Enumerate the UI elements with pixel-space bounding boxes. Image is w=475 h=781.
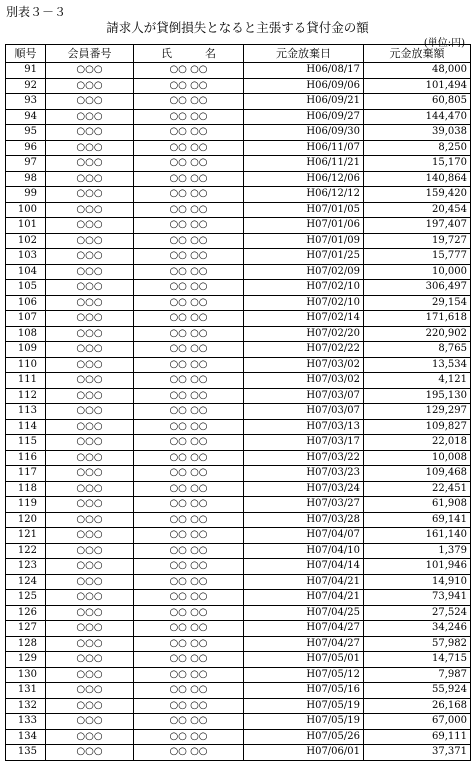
waiver-amount: 101,946 <box>364 559 471 575</box>
waiver-amount: 19,727 <box>364 233 471 249</box>
member-id: ○○○ <box>46 590 134 606</box>
member-id: ○○○ <box>46 574 134 590</box>
waiver-date: H06/09/06 <box>244 78 364 94</box>
member-name: ○○ ○○ <box>134 698 244 714</box>
row-number: 110 <box>6 357 46 373</box>
waiver-amount: 26,168 <box>364 698 471 714</box>
member-id: ○○○ <box>46 435 134 451</box>
table-row <box>6 218 471 234</box>
row-number: 101 <box>6 218 46 234</box>
waiver-date: H07/02/22 <box>244 342 364 358</box>
waiver-date: H07/03/02 <box>244 357 364 373</box>
waiver-amount: 27,524 <box>364 605 471 621</box>
waiver-amount: 69,111 <box>364 729 471 745</box>
member-id: ○○○ <box>46 419 134 435</box>
member-id: ○○○ <box>46 171 134 187</box>
member-id: ○○○ <box>46 218 134 234</box>
member-id: ○○○ <box>46 528 134 544</box>
member-name: ○○ ○○ <box>134 78 244 94</box>
row-number: 100 <box>6 202 46 218</box>
waiver-amount: 14,910 <box>364 574 471 590</box>
table-row <box>6 466 471 482</box>
member-name: ○○ ○○ <box>134 450 244 466</box>
table-row <box>6 419 471 435</box>
member-id: ○○○ <box>46 63 134 79</box>
member-name: ○○ ○○ <box>134 574 244 590</box>
row-number: 121 <box>6 528 46 544</box>
table-row <box>6 590 471 606</box>
row-number: 106 <box>6 295 46 311</box>
waiver-amount: 34,246 <box>364 621 471 637</box>
member-id: ○○○ <box>46 404 134 420</box>
member-name: ○○ ○○ <box>134 357 244 373</box>
table-row <box>6 171 471 187</box>
member-name: ○○ ○○ <box>134 605 244 621</box>
table-row <box>6 512 471 528</box>
row-number: 112 <box>6 388 46 404</box>
member-name: ○○ ○○ <box>134 233 244 249</box>
waiver-date: H07/05/19 <box>244 698 364 714</box>
table-row <box>6 94 471 110</box>
row-number: 123 <box>6 559 46 575</box>
member-name: ○○ ○○ <box>134 590 244 606</box>
member-name: ○○ ○○ <box>134 481 244 497</box>
table-row <box>6 404 471 420</box>
member-name: ○○ ○○ <box>134 466 244 482</box>
row-number: 127 <box>6 621 46 637</box>
member-name: ○○ ○○ <box>134 280 244 296</box>
waiver-date: H07/03/23 <box>244 466 364 482</box>
waiver-date: H07/04/14 <box>244 559 364 575</box>
waiver-amount: 7,987 <box>364 667 471 683</box>
waiver-amount: 22,018 <box>364 435 471 451</box>
waiver-amount: 109,827 <box>364 419 471 435</box>
table-row <box>6 698 471 714</box>
table-row <box>6 63 471 79</box>
table-row <box>6 357 471 373</box>
table-row <box>6 373 471 389</box>
row-number: 116 <box>6 450 46 466</box>
row-number: 124 <box>6 574 46 590</box>
member-id: ○○○ <box>46 714 134 730</box>
member-id: ○○○ <box>46 512 134 528</box>
waiver-date: H06/09/21 <box>244 94 364 110</box>
table-row <box>6 497 471 513</box>
member-name: ○○ ○○ <box>134 218 244 234</box>
row-number: 113 <box>6 404 46 420</box>
row-number: 94 <box>6 109 46 125</box>
member-name: ○○ ○○ <box>134 342 244 358</box>
member-name: ○○ ○○ <box>134 202 244 218</box>
waiver-date: H07/01/25 <box>244 249 364 265</box>
waiver-amount: 140,864 <box>364 171 471 187</box>
waiver-date: H07/01/05 <box>244 202 364 218</box>
member-name: ○○ ○○ <box>134 264 244 280</box>
waiver-amount: 197,407 <box>364 218 471 234</box>
table-row <box>6 295 471 311</box>
waiver-amount: 195,130 <box>364 388 471 404</box>
member-id: ○○○ <box>46 264 134 280</box>
table-row <box>6 140 471 156</box>
member-id: ○○○ <box>46 450 134 466</box>
member-id: ○○○ <box>46 621 134 637</box>
table-row <box>6 249 471 265</box>
table-row <box>6 605 471 621</box>
row-number: 114 <box>6 419 46 435</box>
waiver-date: H07/05/26 <box>244 729 364 745</box>
waiver-date: H07/04/25 <box>244 605 364 621</box>
waiver-date: H06/11/07 <box>244 140 364 156</box>
member-name: ○○ ○○ <box>134 326 244 342</box>
table-row <box>6 233 471 249</box>
table-row <box>6 435 471 451</box>
table-row <box>6 729 471 745</box>
table-row <box>6 342 471 358</box>
row-number: 105 <box>6 280 46 296</box>
table-row <box>6 714 471 730</box>
member-name: ○○ ○○ <box>134 435 244 451</box>
waiver-date: H07/02/20 <box>244 326 364 342</box>
row-number: 93 <box>6 94 46 110</box>
table-row <box>6 667 471 683</box>
waiver-date: H07/03/07 <box>244 388 364 404</box>
member-id: ○○○ <box>46 543 134 559</box>
row-number: 132 <box>6 698 46 714</box>
member-id: ○○○ <box>46 311 134 327</box>
waiver-amount: 220,902 <box>364 326 471 342</box>
table-row <box>6 683 471 699</box>
waiver-date: H06/12/06 <box>244 171 364 187</box>
waiver-amount: 171,618 <box>364 311 471 327</box>
waiver-amount: 14,715 <box>364 652 471 668</box>
table-row <box>6 621 471 637</box>
waiver-amount: 129,297 <box>364 404 471 420</box>
member-name: ○○ ○○ <box>134 295 244 311</box>
document-title: 請求人が貸倒損失となると主張する貸付金の額 <box>106 20 369 35</box>
table-row <box>6 574 471 590</box>
waiver-date: H07/04/21 <box>244 574 364 590</box>
table-row <box>6 481 471 497</box>
row-number: 107 <box>6 311 46 327</box>
member-id: ○○○ <box>46 357 134 373</box>
member-name: ○○ ○○ <box>134 156 244 172</box>
row-number: 103 <box>6 249 46 265</box>
row-number: 97 <box>6 156 46 172</box>
waiver-date: H07/02/09 <box>244 264 364 280</box>
member-name: ○○ ○○ <box>134 621 244 637</box>
member-name: ○○ ○○ <box>134 636 244 652</box>
waiver-amount: 159,420 <box>364 187 471 203</box>
member-name: ○○ ○○ <box>134 109 244 125</box>
row-number: 119 <box>6 497 46 513</box>
member-id: ○○○ <box>46 280 134 296</box>
row-number: 122 <box>6 543 46 559</box>
waiver-date: H07/05/12 <box>244 667 364 683</box>
row-number: 102 <box>6 233 46 249</box>
member-id: ○○○ <box>46 94 134 110</box>
table-row <box>6 264 471 280</box>
member-id: ○○○ <box>46 605 134 621</box>
row-number: 98 <box>6 171 46 187</box>
waiver-amount: 101,494 <box>364 78 471 94</box>
table-row <box>6 202 471 218</box>
member-name: ○○ ○○ <box>134 512 244 528</box>
member-name: ○○ ○○ <box>134 311 244 327</box>
row-number: 120 <box>6 512 46 528</box>
waiver-amount: 29,154 <box>364 295 471 311</box>
waiver-amount: 39,038 <box>364 125 471 141</box>
table-header-row <box>6 45 471 63</box>
waiver-amount: 73,941 <box>364 590 471 606</box>
waiver-amount: 8,765 <box>364 342 471 358</box>
member-id: ○○○ <box>46 667 134 683</box>
column-header-name: 氏 名 <box>134 45 244 63</box>
member-id: ○○○ <box>46 636 134 652</box>
waiver-amount: 55,924 <box>364 683 471 699</box>
member-id: ○○○ <box>46 342 134 358</box>
member-name: ○○ ○○ <box>134 652 244 668</box>
waiver-amount: 57,982 <box>364 636 471 652</box>
waiver-date: H06/12/12 <box>244 187 364 203</box>
document-label: 別表３－３ <box>6 5 67 19</box>
row-number: 117 <box>6 466 46 482</box>
member-id: ○○○ <box>46 249 134 265</box>
waiver-date: H07/01/09 <box>244 233 364 249</box>
row-number: 96 <box>6 140 46 156</box>
table-row <box>6 528 471 544</box>
member-name: ○○ ○○ <box>134 528 244 544</box>
member-name: ○○ ○○ <box>134 140 244 156</box>
waiver-date: H07/02/10 <box>244 280 364 296</box>
member-id: ○○○ <box>46 729 134 745</box>
waiver-amount: 15,777 <box>364 249 471 265</box>
column-header-waiver-date: 元金放棄日 <box>244 45 364 63</box>
member-id: ○○○ <box>46 559 134 575</box>
member-id: ○○○ <box>46 125 134 141</box>
member-name: ○○ ○○ <box>134 559 244 575</box>
table-row <box>6 311 471 327</box>
waiver-amount: 13,534 <box>364 357 471 373</box>
waiver-amount: 4,121 <box>364 373 471 389</box>
member-name: ○○ ○○ <box>134 388 244 404</box>
waiver-date: H07/03/28 <box>244 512 364 528</box>
waiver-amount: 15,170 <box>364 156 471 172</box>
member-id: ○○○ <box>46 698 134 714</box>
row-number: 91 <box>6 63 46 79</box>
waiver-date: H07/05/01 <box>244 652 364 668</box>
waiver-date: H07/02/10 <box>244 295 364 311</box>
waiver-amount: 20,454 <box>364 202 471 218</box>
table-row <box>6 156 471 172</box>
member-id: ○○○ <box>46 481 134 497</box>
waiver-date: H06/08/17 <box>244 63 364 79</box>
loan-table <box>5 44 471 761</box>
member-id: ○○○ <box>46 295 134 311</box>
waiver-amount: 37,371 <box>364 745 471 761</box>
waiver-date: H07/03/13 <box>244 419 364 435</box>
waiver-date: H07/02/14 <box>244 311 364 327</box>
member-id: ○○○ <box>46 388 134 404</box>
member-id: ○○○ <box>46 683 134 699</box>
member-name: ○○ ○○ <box>134 729 244 745</box>
table-row <box>6 543 471 559</box>
row-number: 125 <box>6 590 46 606</box>
waiver-date: H07/06/01 <box>244 745 364 761</box>
member-id: ○○○ <box>46 187 134 203</box>
waiver-date: H07/04/10 <box>244 543 364 559</box>
waiver-date: H06/11/21 <box>244 156 364 172</box>
row-number: 130 <box>6 667 46 683</box>
waiver-amount: 67,000 <box>364 714 471 730</box>
row-number: 128 <box>6 636 46 652</box>
member-id: ○○○ <box>46 326 134 342</box>
member-name: ○○ ○○ <box>134 249 244 265</box>
member-id: ○○○ <box>46 652 134 668</box>
row-number: 92 <box>6 78 46 94</box>
waiver-amount: 161,140 <box>364 528 471 544</box>
table-row <box>6 125 471 141</box>
waiver-date: H07/04/27 <box>244 621 364 637</box>
row-number: 109 <box>6 342 46 358</box>
waiver-amount: 10,000 <box>364 264 471 280</box>
table-row <box>6 450 471 466</box>
member-name: ○○ ○○ <box>134 94 244 110</box>
waiver-amount: 109,468 <box>364 466 471 482</box>
row-number: 134 <box>6 729 46 745</box>
member-name: ○○ ○○ <box>134 373 244 389</box>
waiver-date: H07/05/16 <box>244 683 364 699</box>
row-number: 135 <box>6 745 46 761</box>
column-header-number: 順号 <box>6 45 46 63</box>
waiver-date: H07/03/24 <box>244 481 364 497</box>
member-name: ○○ ○○ <box>134 667 244 683</box>
waiver-amount: 48,000 <box>364 63 471 79</box>
member-name: ○○ ○○ <box>134 745 244 761</box>
member-id: ○○○ <box>46 497 134 513</box>
waiver-amount: 10,008 <box>364 450 471 466</box>
table-row <box>6 280 471 296</box>
member-name: ○○ ○○ <box>134 497 244 513</box>
member-id: ○○○ <box>46 156 134 172</box>
member-id: ○○○ <box>46 466 134 482</box>
column-header-member-id: 会員番号 <box>46 45 134 63</box>
waiver-date: H06/09/30 <box>244 125 364 141</box>
waiver-amount: 1,379 <box>364 543 471 559</box>
waiver-amount: 144,470 <box>364 109 471 125</box>
member-name: ○○ ○○ <box>134 419 244 435</box>
column-header-waiver-amount: 元金放棄額 <box>364 45 471 63</box>
row-number: 133 <box>6 714 46 730</box>
row-number: 104 <box>6 264 46 280</box>
row-number: 95 <box>6 125 46 141</box>
waiver-amount: 60,805 <box>364 94 471 110</box>
member-name: ○○ ○○ <box>134 543 244 559</box>
waiver-date: H07/04/07 <box>244 528 364 544</box>
row-number: 131 <box>6 683 46 699</box>
member-id: ○○○ <box>46 109 134 125</box>
row-number: 115 <box>6 435 46 451</box>
waiver-date: H06/09/27 <box>244 109 364 125</box>
row-number: 129 <box>6 652 46 668</box>
row-number: 99 <box>6 187 46 203</box>
member-name: ○○ ○○ <box>134 404 244 420</box>
member-name: ○○ ○○ <box>134 683 244 699</box>
waiver-date: H07/04/27 <box>244 636 364 652</box>
waiver-date: H07/05/19 <box>244 714 364 730</box>
table-row <box>6 388 471 404</box>
waiver-date: H07/03/02 <box>244 373 364 389</box>
member-id: ○○○ <box>46 202 134 218</box>
table-row <box>6 559 471 575</box>
waiver-date: H07/03/17 <box>244 435 364 451</box>
waiver-amount: 22,451 <box>364 481 471 497</box>
table-row <box>6 326 471 342</box>
table-row <box>6 636 471 652</box>
table-row <box>6 78 471 94</box>
unit-note: (単位:円) <box>423 38 465 49</box>
waiver-amount: 61,908 <box>364 497 471 513</box>
waiver-date: H07/03/22 <box>244 450 364 466</box>
waiver-date: H07/04/21 <box>244 590 364 606</box>
table-row <box>6 109 471 125</box>
row-number: 118 <box>6 481 46 497</box>
waiver-date: H07/03/27 <box>244 497 364 513</box>
member-name: ○○ ○○ <box>134 714 244 730</box>
table-row <box>6 652 471 668</box>
table-row <box>6 745 471 761</box>
row-number: 108 <box>6 326 46 342</box>
table-row <box>6 187 471 203</box>
waiver-amount: 306,497 <box>364 280 471 296</box>
member-name: ○○ ○○ <box>134 125 244 141</box>
member-name: ○○ ○○ <box>134 187 244 203</box>
row-number: 126 <box>6 605 46 621</box>
waiver-date: H07/03/07 <box>244 404 364 420</box>
member-name: ○○ ○○ <box>134 63 244 79</box>
member-id: ○○○ <box>46 233 134 249</box>
member-id: ○○○ <box>46 745 134 761</box>
member-id: ○○○ <box>46 140 134 156</box>
waiver-amount: 8,250 <box>364 140 471 156</box>
waiver-date: H07/01/06 <box>244 218 364 234</box>
row-number: 111 <box>6 373 46 389</box>
member-id: ○○○ <box>46 78 134 94</box>
waiver-amount: 69,141 <box>364 512 471 528</box>
member-name: ○○ ○○ <box>134 171 244 187</box>
member-id: ○○○ <box>46 373 134 389</box>
